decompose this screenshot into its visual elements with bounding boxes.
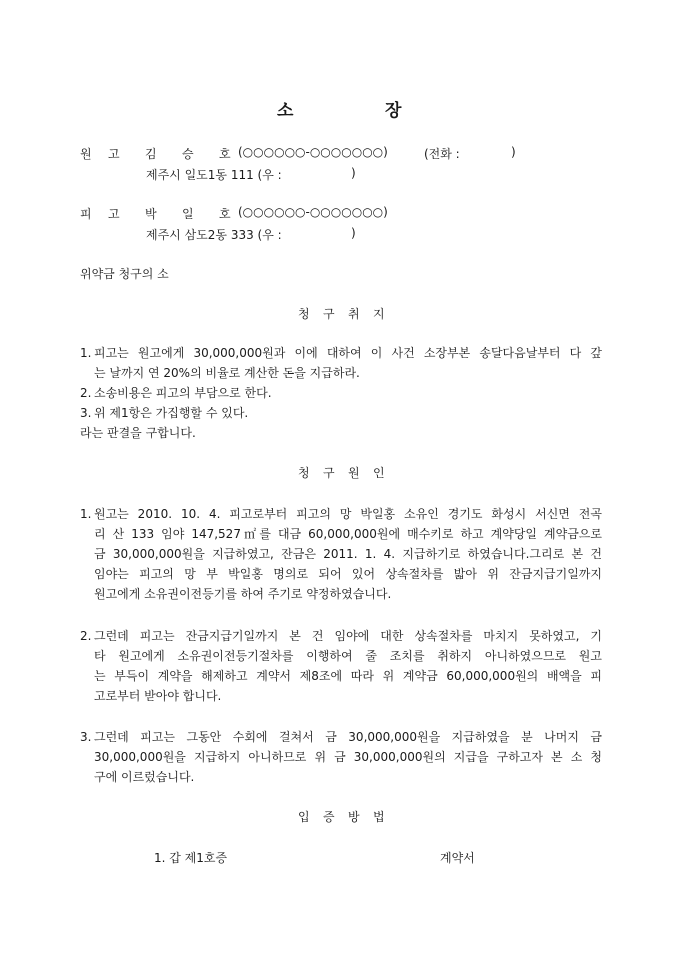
plaintiff-address-close: ) (351, 166, 356, 180)
defendant-name-1: 박 (145, 207, 157, 221)
defendant-id: (○○○○○○-○○○○○○○) (238, 205, 388, 219)
defendant-name-3: 호 (219, 207, 231, 221)
defendant-role-2: 고 (108, 207, 120, 221)
plaintiff-name-3: 호 (219, 147, 231, 161)
item-number: 3. (80, 406, 92, 420)
claim-cause-heading-2: 구 (323, 466, 335, 480)
item-number: 1. (80, 507, 92, 521)
case-name: 위약금 청구의 소 (80, 267, 169, 281)
evidence-heading-2: 증 (323, 810, 335, 824)
evidence-heading-3: 방 (348, 810, 360, 824)
plaintiff-phone-close: ) (511, 145, 516, 159)
claim-purpose-item-3: 3. 위 제1항은 가집행할 수 있다. (80, 403, 602, 423)
claim-purpose-item-1-line-2: 는 날까지 연 20%의 비율로 계산한 돈을 지급하라. (94, 366, 360, 380)
plaintiff-id: (○○○○○○-○○○○○○○) (238, 145, 388, 159)
plaintiff-name-1: 김 (145, 147, 157, 161)
claim-cause-heading-3: 원 (348, 466, 360, 480)
plaintiff-phone: (전화 : (424, 147, 460, 161)
defendant-name-2: 일 (182, 207, 194, 221)
claim-purpose-body (80, 343, 602, 443)
claim-purpose-heading-1: 청 (298, 307, 310, 321)
evidence-heading-1: 입 (298, 810, 310, 824)
claim-purpose-heading-2: 구 (323, 307, 335, 321)
defendant-address-close: ) (351, 226, 356, 240)
plaintiff-address: 제주시 일도1동 111 (우 : (146, 168, 282, 182)
evidence-item-desc: 계약서 (440, 851, 475, 865)
evidence-item-label: 1. 갑 제1호증 (154, 851, 228, 865)
defendant-address: 제주시 삼도2동 333 (우 : (146, 228, 282, 242)
claim-purpose-item-2: 2. 소송비용은 피고의 부담으로 한다. (80, 383, 602, 403)
item-number: 3. (80, 730, 92, 744)
title-char-1: 소 (277, 101, 294, 121)
claim-purpose-heading-4: 지 (373, 307, 385, 321)
item-number: 2. (80, 629, 92, 643)
claim-cause-item-3: 3. 그런데 피고는 그동안 수회에 걸쳐서 금 30,000,000원을 지급하였을 분 나머지 금 30,000,000원을 지급하지 아니하므로 위 금 30,000,000원의 지급을 구하고자 본 소 청 구에 이르렀습니다. (80, 727, 602, 787)
plaintiff-name-2: 승 (182, 147, 194, 161)
item-number: 2. (80, 386, 92, 400)
claim-cause-item-2: 2. 그런데 피고는 잔금지급기일까지 본 건 임야에 대한 상속절차를 마치지 못하였고, 기 타 원고에게 소유권이전등기절차를 이행하여 줄 조치를 취하지 아니하였으므로 원고 는 부득이 계약을 해제하고 계약서 제8조에 따라 위 계약금 60,000,000원의 배액을 피 고로부터 받아야 합니다. (80, 626, 602, 706)
evidence-heading-4: 법 (373, 810, 385, 824)
title-char-2: 장 (385, 101, 402, 121)
plaintiff-role-2: 고 (108, 147, 120, 161)
claim-cause-item-1: 1. 원고는 2010. 10. 4. 피고로부터 피고의 망 박일홍 소유인 경기도 화성시 서신면 전곡 리 산 133 임야 147,527㎡를 대금 60,000,000원에 매수키로 하고 계약당일 계약금으로 금 30,000,000원을 지급하였고, 잔금은 2011. 1. 4. 지급하기로 하였습니다.그리로 본 건 임야는 피고의 망 부 박일홍 명의로 되어 있어 상속절차를 밟아 위 잔금지급기일까지 원고에게 소유권이전등기를 하여 주기로 약정하였습니다. (80, 504, 602, 604)
claim-cause-heading-4: 인 (373, 466, 385, 480)
claim-purpose-heading-3: 취 (348, 307, 360, 321)
plaintiff-role-1: 원 (80, 147, 92, 161)
defendant-role-1: 피 (80, 207, 92, 221)
claim-cause-heading-1: 청 (298, 466, 310, 480)
claim-purpose-item-1-line-1: 1. 피고는 원고에게 30,000,000원과 이에 대하여 이 사건 소장부본 송달다음날부터 다 갚 (80, 343, 602, 363)
item-number: 1. (80, 346, 92, 360)
claim-purpose-closing: 라는 판결을 구합니다. (80, 426, 196, 440)
